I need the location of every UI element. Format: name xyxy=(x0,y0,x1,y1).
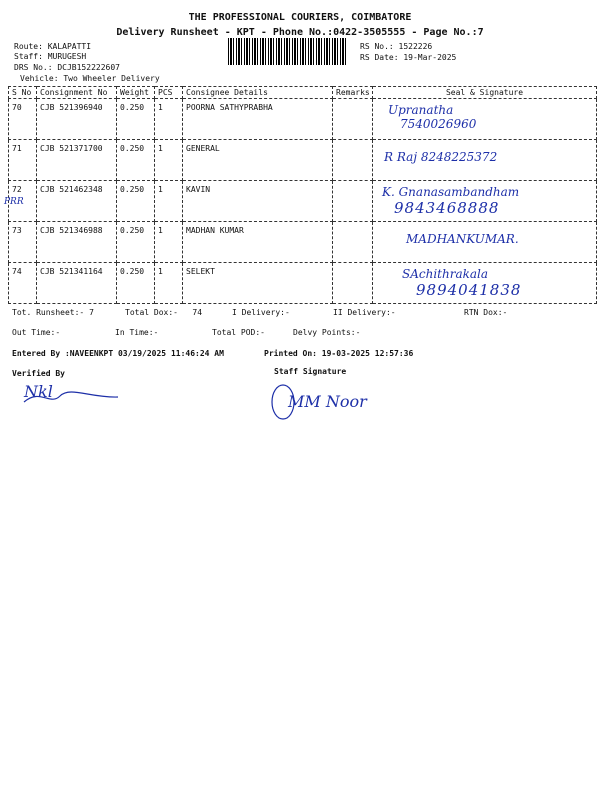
col-header-consignee: Consignee Details xyxy=(183,87,333,99)
rtn-dox: RTN Dox:- xyxy=(464,308,508,317)
delvy-points: Delvy Points:- xyxy=(293,328,361,337)
verified-by-label: Verified By xyxy=(12,369,65,378)
staff-signature-label: Staff Signature xyxy=(274,367,347,376)
cell-remarks xyxy=(333,181,373,222)
handwritten-phone: 9843468888 xyxy=(394,199,500,217)
ii-delivery: II Delivery:- xyxy=(333,308,396,317)
cell-pcs: 1 xyxy=(155,222,183,263)
cell-pcs: 1 xyxy=(155,99,183,140)
col-header-signature: Seal & Signature xyxy=(373,87,597,99)
cell-remarks xyxy=(333,140,373,181)
cell-sno: 73 xyxy=(9,222,37,263)
cell-signature xyxy=(373,99,597,140)
cell-consignee: GENERAL xyxy=(183,140,333,181)
cell-sno: 72 xyxy=(9,181,37,222)
cell-consignment: CJB 521462348 xyxy=(37,181,117,222)
in-time: In Time:- xyxy=(115,328,159,337)
handwritten-signature: K. Gnanasambandham xyxy=(382,185,520,199)
handwritten-phone: 9894041838 xyxy=(416,281,522,299)
cell-pcs: 1 xyxy=(155,181,183,222)
rs-date: RS Date: 19-Mar-2025 xyxy=(360,53,457,62)
staff-signature: MM Noor xyxy=(288,392,367,411)
total-runsheet: Tot. Runsheet:- 7 xyxy=(12,308,94,317)
table-header-row xyxy=(9,87,597,99)
cell-remarks xyxy=(333,222,373,263)
cell-pcs: 1 xyxy=(155,140,183,181)
barcode-image xyxy=(228,38,348,65)
table-row xyxy=(9,99,597,140)
handwritten-signature: Upranatha xyxy=(388,103,454,117)
route-label: Route: KALAPATTI xyxy=(14,42,92,51)
cell-signature xyxy=(373,222,597,263)
printed-on: Printed On: 19-03-2025 12:57:36 xyxy=(264,349,414,358)
cell-consignee: SELEKT xyxy=(183,263,333,304)
cell-consignment: CJB 521396940 xyxy=(37,99,117,140)
cell-signature xyxy=(373,181,597,222)
cell-weight: 0.250 xyxy=(117,263,155,304)
cell-sno: 71 xyxy=(9,140,37,181)
col-header-sno: S No xyxy=(9,87,37,99)
cell-weight: 0.250 xyxy=(117,222,155,263)
out-time: Out Time:- xyxy=(12,328,61,337)
entered-by: Entered By :NAVEENKPT 03/19/2025 11:46:24 AM xyxy=(12,349,224,358)
cell-consignee: MADHAN KUMAR xyxy=(183,222,333,263)
cell-weight: 0.250 xyxy=(117,99,155,140)
company-title: THE PROFESSIONAL COURIERS, COIMBATORE xyxy=(188,12,412,23)
cell-sno: 74 xyxy=(9,263,37,304)
rs-number: RS No.: 1522226 xyxy=(360,42,433,51)
col-header-consignment: Consignment No xyxy=(37,87,117,99)
handwritten-signature: SAchithrakala xyxy=(402,267,489,281)
cell-signature xyxy=(373,140,597,181)
vehicle-label: Vehicle: Two Wheeler Delivery xyxy=(20,74,160,83)
cell-pcs: 1 xyxy=(155,263,183,304)
handwritten-signature: R Raj 8248225372 xyxy=(384,150,498,164)
cell-sno: 70 xyxy=(9,99,37,140)
cell-consignment: CJB 521371700 xyxy=(37,140,117,181)
runsheet-table xyxy=(8,86,597,304)
cell-consignee: KAVIN xyxy=(183,181,333,222)
col-header-weight: Weight xyxy=(117,87,155,99)
cell-consignment: CJB 521346988 xyxy=(37,222,117,263)
table-row xyxy=(9,263,597,304)
cell-remarks xyxy=(333,99,373,140)
cell-consignee: POORNA SATHYPRABHA xyxy=(183,99,333,140)
verified-signature-stroke xyxy=(20,378,120,408)
col-header-remarks: Remarks xyxy=(333,87,373,99)
total-pod: Total POD:- xyxy=(212,328,265,337)
cell-consignment: CJB 521341164 xyxy=(37,263,117,304)
table-row xyxy=(9,222,597,263)
cell-weight: 0.250 xyxy=(117,181,155,222)
handwritten-signature: MADHANKUMAR. xyxy=(406,232,519,246)
table-row xyxy=(9,181,597,222)
handwritten-phone: 7540026960 xyxy=(400,117,477,131)
cell-remarks xyxy=(333,263,373,304)
staff-label: Staff: MURUGESH xyxy=(14,52,87,61)
total-dox: Total Dox:- 74 xyxy=(125,308,203,317)
cell-weight: 0.250 xyxy=(117,140,155,181)
i-delivery: I Delivery:- xyxy=(232,308,290,317)
col-header-pcs: PCS xyxy=(155,87,183,99)
table-row xyxy=(9,140,597,181)
staff-signature-stroke xyxy=(268,380,298,422)
verified-signature: Nkl xyxy=(24,382,53,401)
runsheet-subtitle: Delivery Runsheet - KPT - Phone No.:0422-3505555 - Page No.:7 xyxy=(116,27,484,38)
margin-note: PRR xyxy=(4,197,24,207)
cell-signature xyxy=(373,263,597,304)
drs-label: DRS No.: DCJB152222607 xyxy=(14,63,120,72)
